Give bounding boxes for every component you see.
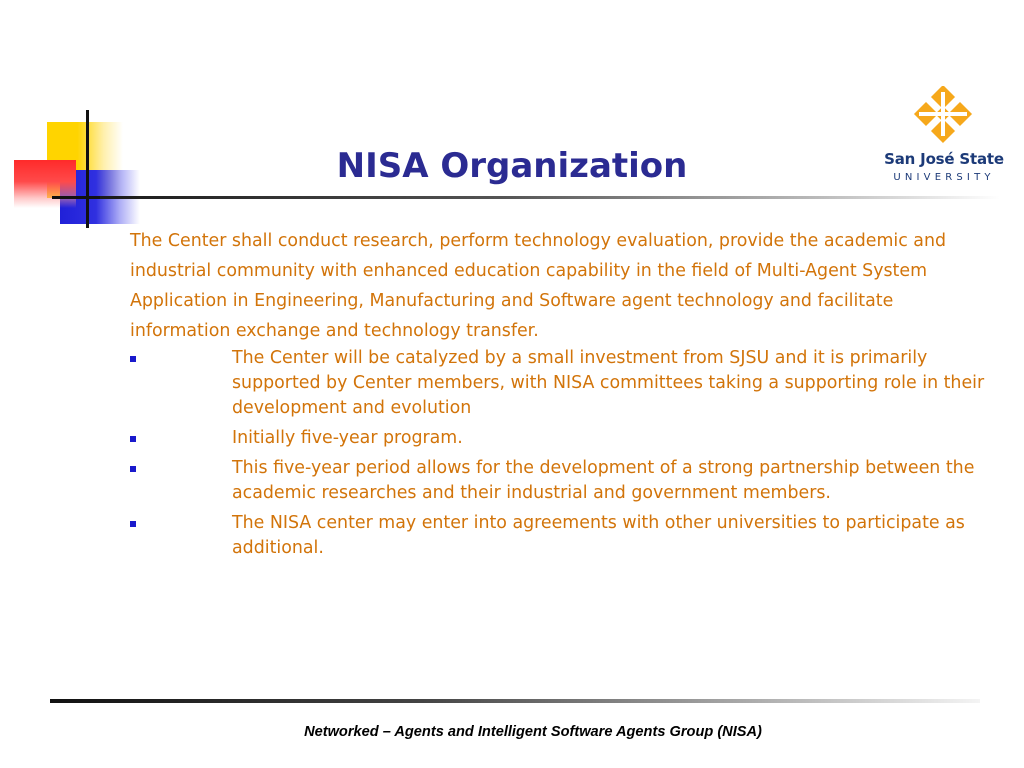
corner-decoration: [0, 0, 150, 240]
square-bullet-icon: [130, 466, 136, 472]
footer-divider: [50, 699, 980, 703]
footer-text: Networked – Agents and Intelligent Software Agents Group (NISA): [304, 724, 762, 740]
decoration-horizontal-line: [52, 196, 100, 199]
bullet-list: [130, 346, 990, 561]
list-item: [130, 346, 990, 421]
bullet-text: This five-year period allows for the development of a strong partnership between the academic researches and their industrial and government members.: [232, 458, 975, 503]
page-title: NISA Organization: [336, 146, 688, 186]
title-divider: [100, 196, 1000, 199]
square-bullet-icon: [130, 521, 136, 527]
sjsu-diamond-emblem-icon: [908, 86, 978, 148]
bullet-text: Initially five-year program.: [232, 428, 463, 448]
bullet-text: The Center will be catalyzed by a small investment from SJSU and it is primarily supported by Center members, with NISA committees taking a supporting role in their development and evolution: [232, 348, 985, 418]
list-item: [130, 456, 990, 506]
list-item: [130, 511, 990, 561]
bullet-text: The NISA center may enter into agreements with other universities to participate as additional.: [232, 513, 965, 558]
university-logo: [884, 86, 1004, 190]
slide-body: [130, 226, 990, 566]
logo-subtitle: UNIVERSITY: [893, 172, 995, 183]
intro-paragraph: The Center shall conduct research, perform technology evaluation, provide the academic and industrial community with enhanced education capability in the field of Multi-Agent System Application in Engineering, Manufacturing and Software agent technology and facilitate information exchange and technology transfer.: [130, 231, 947, 341]
list-item: [130, 426, 990, 451]
logo-name: San José State: [884, 150, 1004, 168]
square-bullet-icon: [130, 356, 136, 362]
square-bullet-icon: [130, 436, 136, 442]
